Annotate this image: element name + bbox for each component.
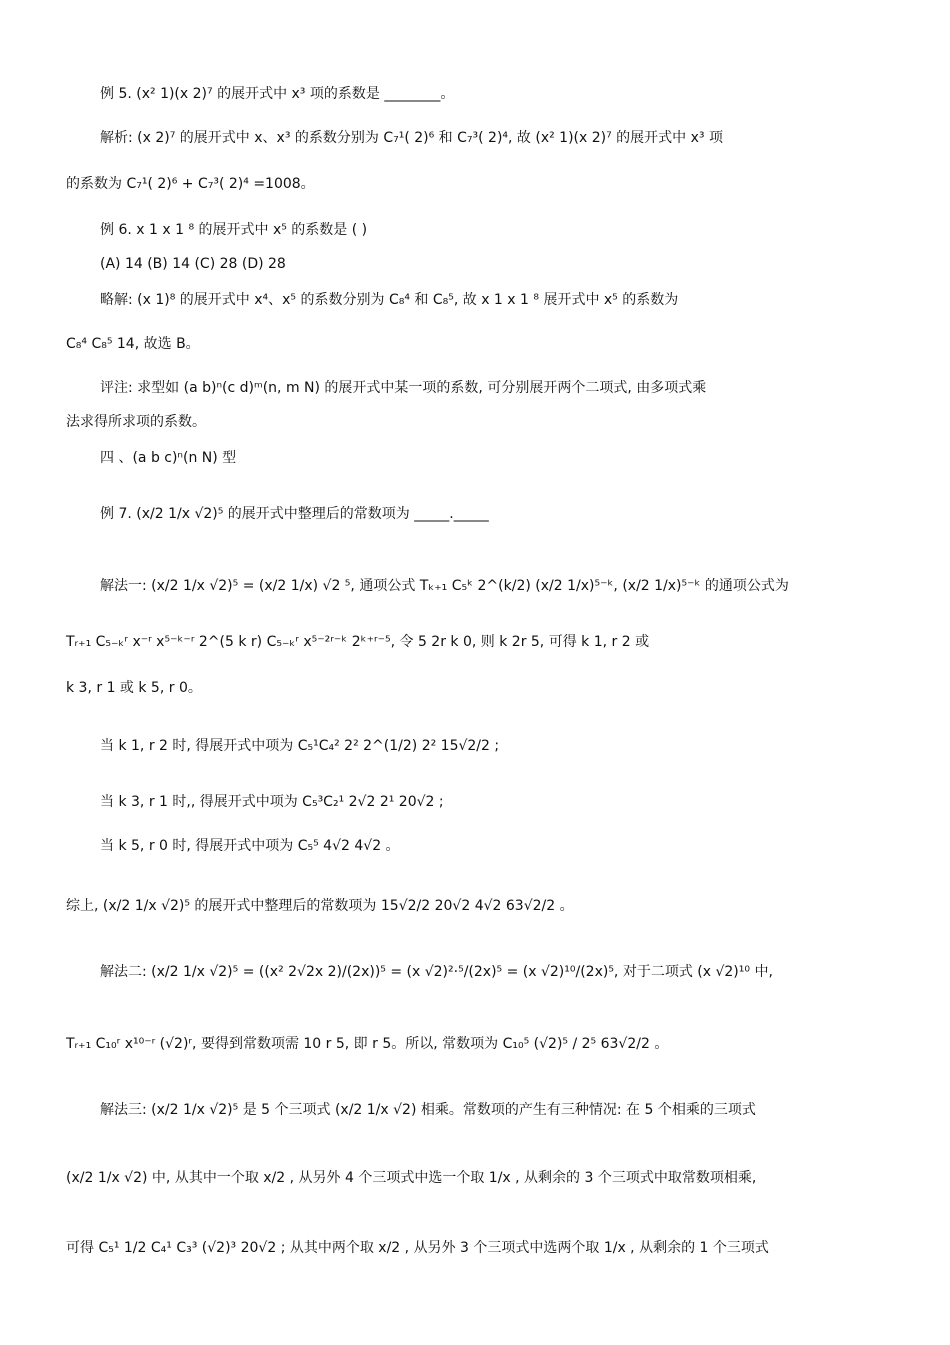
example-6-solution-line-1: 略解: (x 1)⁸ 的展开式中 x⁴、x⁵ 的系数分别为 C₈⁴ 和 C₈⁵, 故 x 1 x 1 ⁸ 展开式中 x⁵ 的系数为 [100, 292, 679, 308]
method-3-line-2: (x/2 1/x √2) 中, 从其中一个取 x/2 , 从另外 4 个三项式中选一个取 1/x , 从剩余的 3 个三项式中取常数项相乘, [66, 1170, 757, 1186]
case-k5-r0: 当 k 5, r 0 时, 得展开式中项为 C₅⁵ 4√2 4√2 。 [100, 838, 400, 854]
example-6: 例 6. x 1 x 1 ⁸ 的展开式中 x⁵ 的系数是 ( ) [100, 222, 368, 238]
method-2-line-1: 解法二: (x/2 1/x √2)⁵ = ((x² 2√2x 2)/(2x))⁵ = (x √2)²·⁵/(2x)⁵ = (x √2)¹⁰/(2x)⁵, 对于二项式 (x √2)¹⁰ 中, [100, 964, 773, 980]
summary-line: 综上, (x/2 1/x √2)⁵ 的展开式中整理后的常数项为 15√2/2 20√2 4√2 63√2/2 。 [66, 898, 574, 914]
method-1-line-1: 解法一: (x/2 1/x √2)⁵ = (x/2 1/x) √2 ⁵, 通项公式 Tₖ₊₁ C₅ᵏ 2^(k/2) (x/2 1/x)⁵⁻ᵏ, (x/2 1/x)⁵⁻ᵏ 的通项公式为 [100, 578, 789, 594]
example-5-solution-line-1: 解析: (x 2)⁷ 的展开式中 x、x³ 的系数分别为 C₇¹( 2)⁶ 和 C₇³( 2)⁴, 故 (x² 1)(x 2)⁷ 的展开式中 x³ 项 [100, 130, 723, 146]
case-k3-r1: 当 k 3, r 1 时,, 得展开式中项为 C₅³C₂¹ 2√2 2¹ 20√2 ; [100, 794, 444, 810]
example-5-solution-line-2: 的系数为 C₇¹( 2)⁶ + C₇³( 2)⁴ =1008。 [66, 176, 315, 192]
example-6-options: (A) 14 (B) 14 (C) 28 (D) 28 [100, 256, 286, 272]
method-3-line-3: 可得 C₅¹ 1/2 C₄¹ C₃³ (√2)³ 20√2 ; 从其中两个取 x/2 , 从另外 3 个三项式中选两个取 1/x , 从剩余的 1 个三项式 [66, 1240, 769, 1256]
note-line-2: 法求得所求项的系数。 [66, 414, 206, 430]
example-7: 例 7. (x/2 1/x √2)⁵ 的展开式中整理后的常数项为 _____._____ [100, 506, 489, 522]
example-6-solution-line-2: C₈⁴ C₈⁵ 14, 故选 B。 [66, 336, 200, 352]
case-k1-r2: 当 k 1, r 2 时, 得展开式中项为 C₅¹C₄² 2² 2^(1/2) 2² 15√2/2 ; [100, 738, 500, 754]
method-1-line-2: Tᵣ₊₁ C₅₋ₖʳ x⁻ʳ x⁵⁻ᵏ⁻ʳ 2^(5 k r) C₅₋ₖʳ x⁵⁻²ʳ⁻ᵏ 2ᵏ⁺ʳ⁻⁵, 令 5 2r k 0, 则 k 2r 5, 可得 k 1, r 2 或 [66, 634, 650, 650]
method-1-line-3: k 3, r 1 或 k 5, r 0。 [66, 680, 202, 696]
method-3-line-1: 解法三: (x/2 1/x √2)⁵ 是 5 个三项式 (x/2 1/x √2) 相乘。常数项的产生有三种情况: 在 5 个相乘的三项式 [100, 1102, 756, 1118]
section-heading-4: 四 、(a b c)ⁿ(n N) 型 [100, 450, 237, 466]
method-2-line-2: Tᵣ₊₁ C₁₀ʳ x¹⁰⁻ʳ (√2)ʳ, 要得到常数项需 10 r 5, 即 r 5。所以, 常数项为 C₁₀⁵ (√2)⁵ / 2⁵ 63√2/2 。 [66, 1036, 669, 1052]
example-5: 例 5. (x² 1)(x 2)⁷ 的展开式中 x³ 项的系数是 ________。 [100, 86, 455, 102]
note-line-1: 评注: 求型如 (a b)ⁿ(c d)ᵐ(n, m N) 的展开式中某一项的系数, 可分别展开两个二项式, 由多项式乘 [100, 380, 707, 396]
